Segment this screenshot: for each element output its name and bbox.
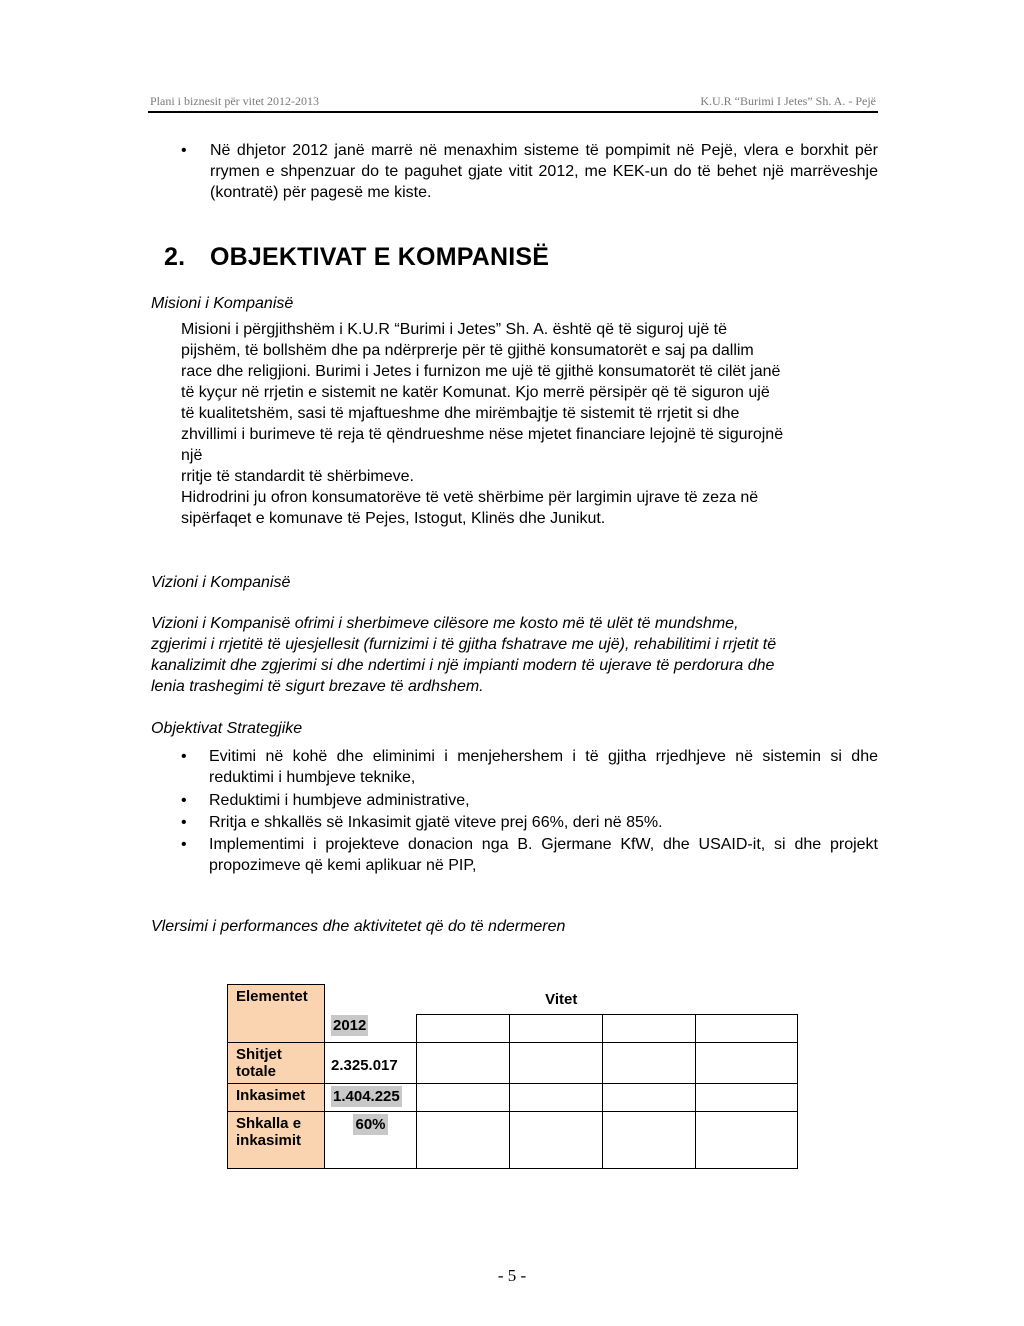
mission-line: sipërfaqet e komunave të Pejes, Istogut, Klinës dhe Junikut. [181, 510, 606, 527]
empty-cell [417, 1043, 510, 1084]
strategic-item [181, 834, 878, 876]
strategic-item-text: Rritja e shkallës së Inkasimit gjatë viteve prej 66%, deri në 85%. [209, 814, 663, 831]
empty-cell [603, 1084, 696, 1112]
mission-line: rritje të standardit të shërbimeve. [181, 468, 414, 485]
section-title: OBJEKTIVAT E KOMPANISË [210, 243, 550, 271]
table-row [228, 1084, 798, 1112]
empty-cell [603, 1015, 696, 1043]
empty-cell [510, 1015, 603, 1043]
mission-line: Misioni i përgjithshëm i K.U.R “Burimi i Jetes” Sh. A. është që të siguroj ujë të [181, 321, 727, 338]
bullet-icon: • [181, 142, 187, 159]
running-header [150, 94, 876, 110]
vision-line: lenia trashegimi të sigurt brezave të ardhshem. [151, 678, 484, 695]
mission-heading: Misioni i Kompanisë [151, 295, 294, 312]
col-header-elementet: Elementet [228, 985, 325, 1043]
row-value: 2.325.017 [325, 1043, 417, 1084]
empty-cell [510, 1084, 603, 1112]
page-number: - 5 - [497, 1266, 527, 1285]
bullet-icon: • [181, 792, 187, 809]
vision-line: Vizioni i Kompanisë ofrimi i sherbimeve cilësore me kosto më të ulët të mundshme, [151, 615, 739, 632]
strategic-item [181, 746, 878, 788]
empty-cell [696, 1112, 798, 1169]
bullet-icon: • [181, 836, 187, 853]
mission-line: një [181, 447, 203, 464]
empty-cell [417, 1112, 510, 1169]
row-value: 1.404.225 [325, 1084, 417, 1112]
header-rule [148, 111, 878, 113]
year-cell [325, 1015, 417, 1043]
performance-table [227, 984, 798, 1169]
strategic-item-text: Implementimi i projekteve donacion nga B. Gjermane KfW, dhe USAID-it, si dhe projekt propozimeve që kemi aplikuar në PIP, [209, 836, 878, 874]
bullet-icon: • [181, 814, 187, 831]
mission-line: Hidrodrini ju ofron konsumatorëve të vetë shërbime për largimin ujrave të zeza në [181, 489, 759, 506]
row-label: Inkasimet [228, 1084, 325, 1112]
table-row [228, 1043, 798, 1084]
row-label: Shkalla e inkasimit [228, 1112, 325, 1169]
empty-cell [510, 1043, 603, 1084]
mission-line: pijshëm, të bollshëm dhe pa ndërprerje për të gjithë konsumatorët e saj pa dallim [181, 342, 754, 359]
strategic-item [181, 790, 878, 811]
year-value: 2012 [333, 1016, 367, 1034]
strategic-heading: Objektivat Strategjike [151, 720, 303, 737]
empty-cell [696, 1015, 798, 1043]
empty-cell [510, 1112, 603, 1169]
intro-bullet-item [181, 140, 878, 203]
empty-cell [696, 1043, 798, 1084]
mission-line: të kualitetshëm, sasi të mjaftueshme dhe mirëmbajtje të sistemit të rrjetit si dhe [181, 405, 740, 422]
section-number: 2. [164, 243, 186, 271]
vision-line: zgjerimi i rrjetitë të ujesjellesit (furnizimi i të gjitha fshatrave me ujë), rehabilitimi i rrjetit të [151, 636, 777, 653]
header-right-text: K.U.R “Burimi I Jetes” Sh. A. - Pejë [700, 94, 876, 108]
vision-line: kanalizimit dhe zgjerimi si dhe ndertimi i një impianti modern të ujerave të perdorura dhe [151, 657, 775, 674]
intro-bullet-text: Në dhjetor 2012 janë marrë në menaxhim sisteme të pompimit në Pejë, vlera e borxhit për rrymen e shpenzuar do te paguhet gjate vitit 2012, me KEK-un do të behet një marrëveshje (kontratë) për pagesë me kiste. [210, 142, 878, 201]
strategic-item [181, 812, 878, 833]
empty-cell [696, 1084, 798, 1112]
empty-cell [603, 1043, 696, 1084]
section-heading [164, 243, 549, 272]
performance-heading: Vlersimi i performances dhe aktivitetet që do të ndermeren [151, 918, 566, 935]
empty-cell [417, 1015, 510, 1043]
mission-line: zhvillimi i burimeve të reja të qëndrueshme nëse mjetet financiare lejojnë të sigurojnë [181, 426, 784, 443]
strategic-item-text: Evitimi në kohë dhe eliminimi i menjehershem i të gjitha rrjedhjeve në sistemin si dhe reduktimi i humbjeve teknike, [209, 748, 878, 786]
strategic-item-text: Reduktimi i humbjeve administrative, [209, 792, 470, 809]
table-row [228, 1112, 798, 1169]
mission-line: të kyçur në rrjetin e sistemit ne katër Komunat. Kjo merrë përsipër që të siguron ujë [181, 384, 770, 401]
group-header-vitet: Vitet [545, 990, 578, 1008]
empty-cell [417, 1084, 510, 1112]
empty-cell [603, 1112, 696, 1169]
mission-line: race dhe religjioni. Burimi i Jetes i furnizon me ujë të gjithë konsumatorët të cilët janë [181, 363, 781, 380]
vision-heading: Vizioni i Kompanisë [151, 574, 291, 591]
header-left-text: Plani i biznesit për vitet 2012-2013 [150, 94, 319, 108]
bullet-icon: • [181, 748, 187, 765]
row-value: 60% [325, 1112, 417, 1169]
row-label: Shitjet totale [228, 1043, 325, 1084]
